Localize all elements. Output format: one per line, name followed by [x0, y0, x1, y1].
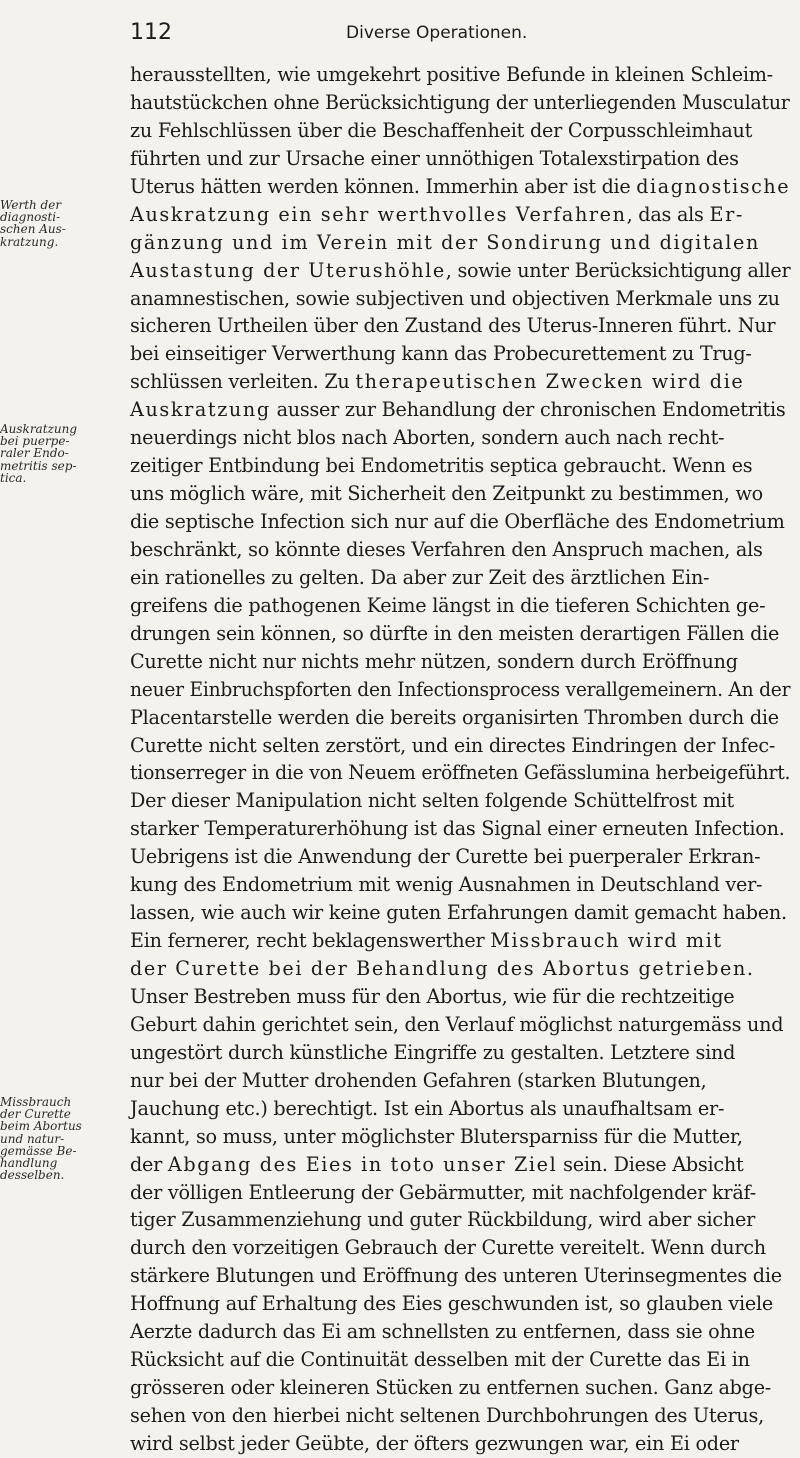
text-span: starker Temperaturerhöhung ist das Signal einer erneuten Infection.	[130, 817, 785, 841]
running-head: Diverse Operationen.	[346, 23, 528, 43]
text-line	[130, 1262, 790, 1290]
text-line	[130, 117, 790, 145]
emphasized-text: Auskratzung	[130, 398, 271, 422]
text-line	[130, 368, 790, 396]
text-line	[130, 452, 790, 480]
text-line	[130, 229, 790, 257]
margin-note-line: bei puerpe-	[0, 434, 70, 449]
text-line	[130, 201, 790, 229]
text-line	[130, 620, 790, 648]
text-line	[130, 676, 791, 704]
emphasized-text: gänzung und im Verein mit der Sondirung und digitalen	[130, 230, 760, 254]
margin-note-line: tica.	[0, 470, 27, 485]
margin-note-line: kratzung.	[0, 234, 59, 249]
text-line	[130, 787, 790, 815]
text-line	[130, 1430, 790, 1458]
text-span: Uebrigens ist die Anwendung der Curette bei puerperaler Erkran-	[130, 845, 761, 869]
text-line	[130, 340, 790, 368]
text-line	[130, 648, 790, 676]
text-span: zu Fehlschlüssen über die Beschaffenheit der Corpusschleimhaut	[130, 118, 753, 142]
text-span: Rücksicht auf die Continuität desselben mit der Curette das Ei in	[130, 1348, 750, 1372]
margin-note-line: Auskratzung	[0, 422, 77, 436]
emphasized-text: Auskratzung ein sehr werthvolles Verfahren	[130, 202, 627, 226]
text-line	[130, 396, 790, 424]
margin-note	[0, 423, 130, 484]
text-span: kannt, so muss, unter möglichster Blutersparniss für die Mutter,	[130, 1124, 743, 1148]
text-span: stärkere Blutungen und Eröffnung des unteren Uterinsegmentes die	[130, 1264, 782, 1288]
margin-note	[0, 1096, 130, 1181]
text-line	[130, 871, 790, 899]
text-line	[130, 536, 790, 564]
text-span: sicheren Urtheilen über den Zustand des Uterus-Inneren führt. Nur	[130, 314, 776, 338]
text-span: schlüssen verleiten. Zu	[130, 370, 356, 394]
text-line	[130, 1123, 790, 1151]
page-number: 112	[130, 20, 172, 45]
text-line	[130, 899, 790, 927]
text-span: neuer Einbruchspforten den Infectionsprocess verallgemeinern. An der	[130, 677, 791, 701]
text-span: nur bei der Mutter drohenden Gefahren (starken Blutungen,	[130, 1068, 707, 1092]
emphasized-text: der Curette bei der Behandlung des Abortus getrieben.	[130, 957, 755, 980]
margin-note-line: desselben.	[0, 1168, 65, 1183]
text-span: greifens die pathogenen Keime längst in die tieferen Schichten ge-	[130, 593, 766, 617]
margin-note-line: der Curette	[0, 1107, 71, 1122]
emphasized-text: Abgang des Eies in toto unser Ziel	[167, 1152, 558, 1176]
text-line	[130, 312, 790, 340]
margin-note-line: gemässe Be-	[0, 1143, 77, 1158]
text-line	[130, 1067, 790, 1095]
text-span: anamnestischen, sowie subjectiven und objectiven Merkmale uns zu	[130, 286, 780, 310]
text-line	[130, 815, 790, 843]
text-span: ungestört durch künstliche Eingriffe zu gestalten. Letztere sind	[130, 1040, 736, 1064]
text-span: durch den vorzeitigen Gebrauch der Curette vereitelt. Wenn durch	[130, 1236, 766, 1260]
text-span: wird selbst jeder Geübte, der öfters gezwungen war, ein Ei oder	[130, 1431, 739, 1455]
text-span: Curette nicht nur nichts mehr nützen, sondern durch Eröffnung	[130, 649, 738, 673]
text-line	[130, 257, 791, 285]
margin-note	[0, 199, 130, 248]
text-line	[130, 983, 790, 1011]
text-line	[130, 732, 790, 760]
text-line	[130, 1039, 790, 1067]
text-line	[130, 564, 790, 592]
text-line	[130, 508, 790, 536]
text-span: Der dieser Manipulation nicht selten folgende Schüttelfrost mit	[130, 789, 734, 813]
text-span: , sowie unter Berücksichtigung aller	[445, 258, 791, 282]
text-span: Placentarstelle werden die bereits organisirten Thromben durch die	[130, 705, 779, 729]
text-span: Uterus hätten werden können. Immerhin aber ist die	[130, 174, 637, 198]
text-span: ausser zur Behandlung der chronischen Endometritis	[270, 398, 786, 422]
text-line	[130, 285, 790, 313]
margin-note-line: Missbrauch	[0, 1095, 72, 1109]
text-line	[130, 1346, 790, 1374]
text-span: Hoffnung auf Erhaltung des Eies geschwunden ist, so glauben viele	[130, 1292, 773, 1316]
text-line	[130, 1374, 790, 1402]
text-span: herausstellten, wie umgekehrt positive Befunde in kleinen Schleim-	[130, 63, 773, 86]
text-line	[130, 1151, 790, 1179]
text-line	[130, 1095, 790, 1123]
margin-note-line: handlung	[0, 1155, 58, 1170]
text-span: der	[130, 1152, 168, 1176]
text-line	[130, 89, 790, 117]
text-span: kung des Endometrium mit wenig Ausnahmen in Deutschland ver-	[130, 873, 763, 897]
emphasized-text: diagnostische	[636, 174, 791, 198]
text-span: neuerdings nicht blos nach Aborten, sondern auch nach recht-	[130, 426, 725, 450]
text-line	[130, 1179, 790, 1207]
text-span: grösseren oder kleineren Stücken zu entfernen suchen. Ganz abge-	[130, 1376, 772, 1400]
text-line	[130, 1011, 790, 1039]
text-span: Geburt dahin gerichtet sein, den Verlauf möglichst naturgemäss und	[130, 1012, 784, 1036]
text-line	[130, 1318, 790, 1346]
emphasized-text: Er-	[709, 202, 744, 226]
text-line	[130, 1234, 790, 1262]
text-line	[130, 173, 791, 201]
emphasized-text: Missbrauch wird mit	[490, 929, 723, 953]
text-line	[130, 759, 791, 787]
text-span: ein rationelles zu gelten. Da aber zur Zeit des ärztlichen Ein-	[130, 565, 710, 589]
text-span: Aerzte dadurch das Ei am schnellsten zu entfernen, dass sie ohne	[130, 1320, 755, 1344]
text-span: lassen, wie auch wir keine guten Erfahrungen damit gemacht haben.	[130, 901, 787, 925]
text-span: sein. Diese Absicht	[557, 1152, 744, 1176]
text-span: Unser Bestreben muss für den Abortus, wie für die rechtzeitige	[130, 984, 735, 1008]
page-header	[0, 10, 800, 50]
text-span: führten und zur Ursache einer unnöthigen Totalexstirpation des	[130, 146, 739, 170]
text-span: Jauchung etc.) berechtigt. Ist ein Abortus als unaufhaltsam er-	[130, 1096, 725, 1120]
text-line	[130, 843, 790, 871]
text-span: Curette nicht selten zerstört, und ein directes Eindringen der Infec-	[130, 733, 776, 757]
text-line	[130, 927, 790, 955]
text-line	[130, 1290, 790, 1318]
margin-note-line: und natur-	[0, 1131, 65, 1146]
text-span: tionserreger in die von Neuem eröffneten Gefässlumina herbeigeführt.	[130, 761, 791, 785]
text-span: bei einseitiger Verwerthung kann das Probecurettement zu Trug-	[130, 342, 752, 366]
text-line	[130, 1206, 790, 1234]
text-span: sehen von den hierbei nicht seltenen Durchbohrungen des Uterus,	[130, 1404, 764, 1427]
margin-note-line: beim Abortus	[0, 1119, 82, 1134]
margin-note-line: diagnosti-	[0, 210, 61, 225]
text-line	[130, 61, 790, 89]
margin-note-line: raler Endo-	[0, 446, 69, 461]
text-span: zeitiger Entbindung bei Endometritis septica gebraucht. Wenn es	[130, 454, 753, 478]
body-text	[130, 61, 790, 1458]
text-span: beschränkt, so könnte dieses Verfahren den Anspruch machen, als	[130, 537, 763, 561]
text-line	[130, 424, 790, 452]
margin-note-line: schen Aus-	[0, 222, 66, 237]
text-span: hautstückchen ohne Berücksichtigung der unterliegenden Musculatur	[130, 90, 790, 114]
emphasized-text: therapeutischen Zwecken wird die	[355, 370, 745, 394]
text-span: die septische Infection sich nur auf die Oberfläche des Endometrium	[130, 510, 785, 533]
text-line	[130, 480, 790, 508]
text-span: Ein fernerer, recht beklagenswerther	[130, 929, 491, 953]
text-line	[130, 955, 790, 983]
emphasized-text: Austastung der Uterushöhle	[130, 258, 446, 282]
margin-note-line: Werth der	[0, 198, 62, 212]
text-line	[130, 145, 790, 173]
text-line	[130, 592, 790, 620]
text-span: drungen sein können, so dürfte in den meisten derartigen Fällen die	[130, 621, 780, 645]
text-line	[130, 1402, 790, 1430]
text-span: uns möglich wäre, mit Sicherheit den Zeitpunkt zu bestimmen, wo	[130, 482, 763, 506]
text-span: , das als	[626, 202, 710, 226]
text-span: der völligen Entleerung der Gebärmutter, mit nachfolgender kräf-	[130, 1180, 756, 1204]
margin-note-line: metritis sep-	[0, 458, 77, 473]
text-line	[130, 704, 790, 732]
text-span: tiger Zusammenziehung und guter Rückbildung, wird aber sicher	[130, 1208, 756, 1232]
